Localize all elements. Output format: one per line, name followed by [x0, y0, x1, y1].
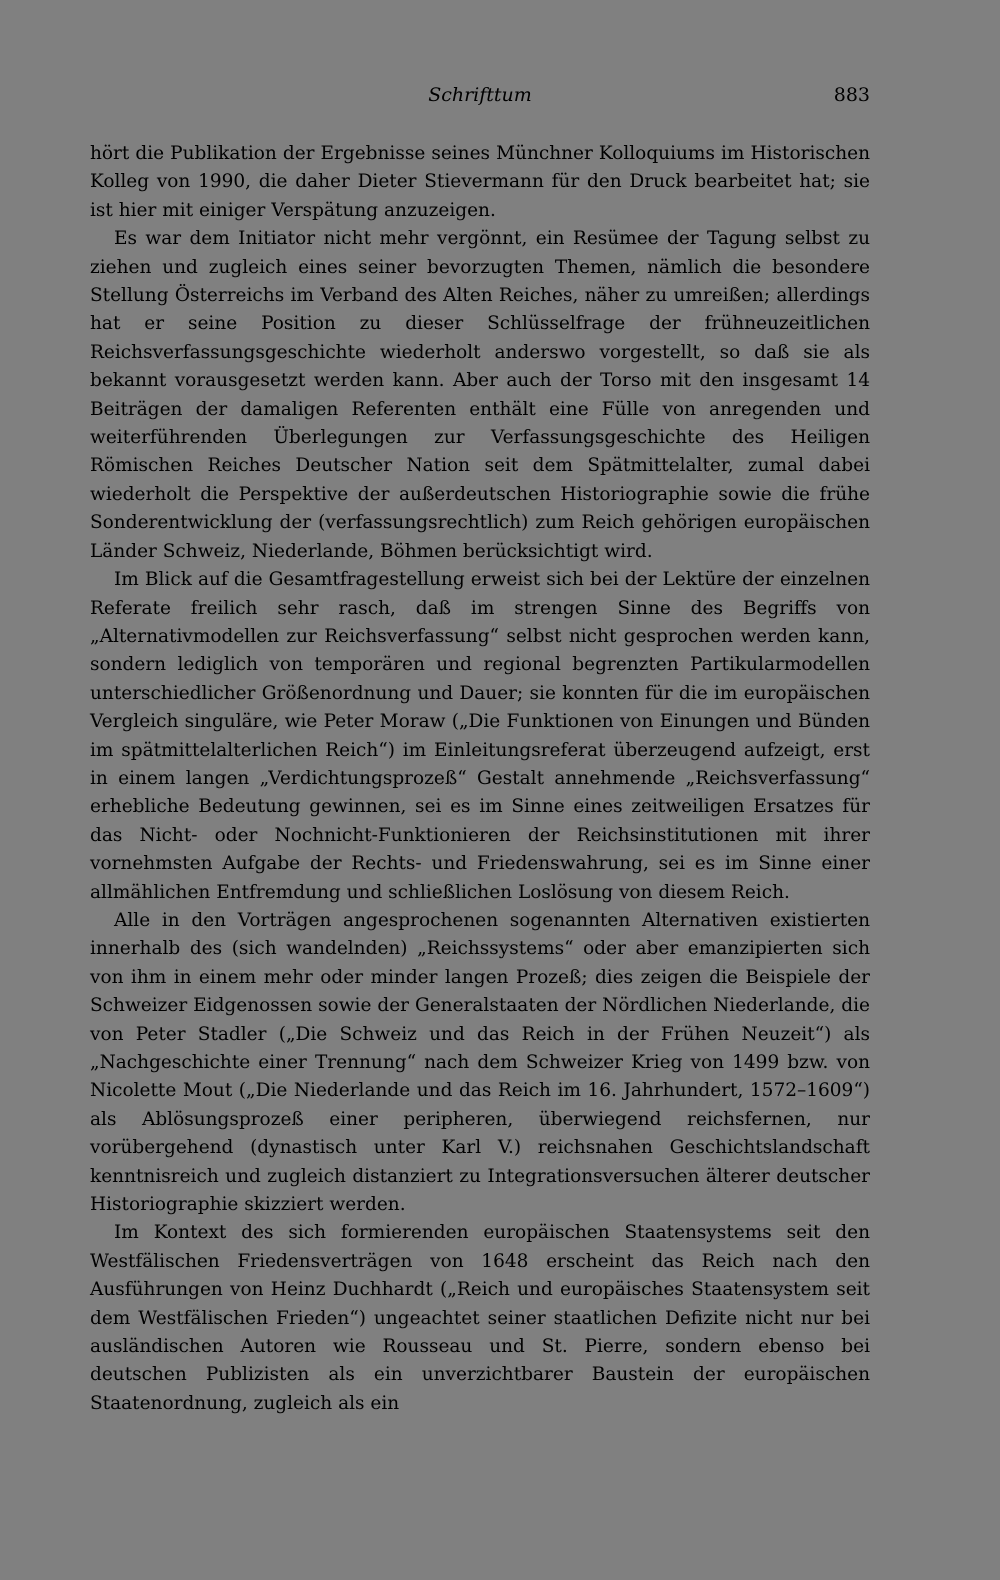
running-title: Schrifttum	[428, 84, 532, 106]
paragraph-5: Im Kontext des sich formierenden europäischen Staatensystems seit den Westfälischen Friedensverträgen von 1648 erscheint das Reich nach den Ausführungen von Heinz Duchhardt („Reich und europäisches Staatensystem seit dem Westfälischen Frieden“) ungeachtet seiner staatlichen Defizite nicht nur bei ausländischen Autoren wie Rousseau und St. Pierre, sondern ebenso bei deutschen Publizisten als ein unverzichtbarer Baustein der europäischen Staatenordnung, zugleich als ein	[90, 1222, 870, 1414]
body-text	[90, 140, 870, 1418]
page-number: 883	[833, 84, 870, 106]
paragraph-4: Alle in den Vorträgen angesprochenen sogenannten Alternativen existierten innerhalb des (sich wandelnden) „Reichssystems“ oder aber emanzipierten sich von ihm in einem mehr oder minder langen Prozeß; dies zeigen die Beispiele der Schweizer Eidgenossen sowie der Generalstaaten der Nördlichen Niederlande, die von Peter Stadler („Die Schweiz und das Reich in der Frühen Neuzeit“) als „Nachgeschichte einer Trennung“ nach dem Schweizer Krieg von 1499 bzw. von Nicolette Mout („Die Niederlande und das Reich im 16. Jahrhundert, 1572–1609“) als Ablösungsprozeß einer peripheren, überwiegend reichsfernen, nur vorübergehend (dynastisch unter Karl V.) reichsnahen Geschichtslandschaft kenntnisreich und zugleich distanziert zu Integrationsversuchen älterer deutscher Historiographie skizziert werden.	[90, 909, 870, 1216]
paragraph-2: Es war dem Initiator nicht mehr vergönnt, ein Resümee der Tagung selbst zu ziehen und zugleich eines seiner bevorzugten Themen, nämlich die besondere Stellung Österreichs im Verband des Alten Reiches, näher zu umreißen; allerdings hat er seine Position zu dieser Schlüsselfrage der frühneuzeitlichen Reichsverfassungsgeschichte wiederholt anderswo vorgestellt, so daß sie als bekannt vorausgesetzt werden kann. Aber auch der Torso mit den insgesamt 14 Beiträgen der damaligen Referenten enthält eine Fülle von anregenden und weiterführenden Überlegungen zur Verfassungsgeschichte des Heiligen Römischen Reiches Deutscher Nation seit dem Spätmittelalter, zumal dabei wiederholt die Perspektive der außerdeutschen Historiographie sowie die frühe Sonderentwicklung der (verfassungsrechtlich) zum Reich gehörigen europäischen Länder Schweiz, Niederlande, Böhmen berücksichtigt wird.	[90, 228, 870, 562]
paragraph-3: Im Blick auf die Gesamtfragestellung erweist sich bei der Lektüre der einzelnen Referate freilich sehr rasch, daß im strengen Sinne des Begriffs von „Alternativmodellen zur Reichsverfassung“ selbst nicht gesprochen werden kann, sondern lediglich von temporären und regional begrenzten Partikularmodellen unterschiedlicher Größenordnung und Dauer; sie konnten für die im europäischen Vergleich singuläre, wie Peter Moraw („Die Funktionen von Einungen und Bünden im spätmittelalterlichen Reich“) im Einleitungsreferat überzeugend aufzeigt, erst in einem langen „Verdichtungsprozeß“ Gestalt annehmende „Reichsverfassung“ erhebliche Bedeutung gewinnen, sei es im Sinne eines zeitweiligen Ersatzes für das Nicht- oder Nochnicht-Funktionieren der Reichsinstitutionen mit ihrer vornehmsten Aufgabe der Rechts- und Friedenswahrung, sei es im Sinne einer allmählichen Entfremdung und schließlichen Loslösung von diesem Reich.	[90, 569, 870, 903]
paragraph-1: hört die Publikation der Ergebnisse seines Münchner Kolloquiums im Historischen Kolleg von 1990, die daher Dieter Stievermann für den Druck bearbeitet hat; sie ist hier mit einiger Verspätung anzuzeigen.	[90, 143, 870, 221]
page-header	[90, 84, 870, 114]
